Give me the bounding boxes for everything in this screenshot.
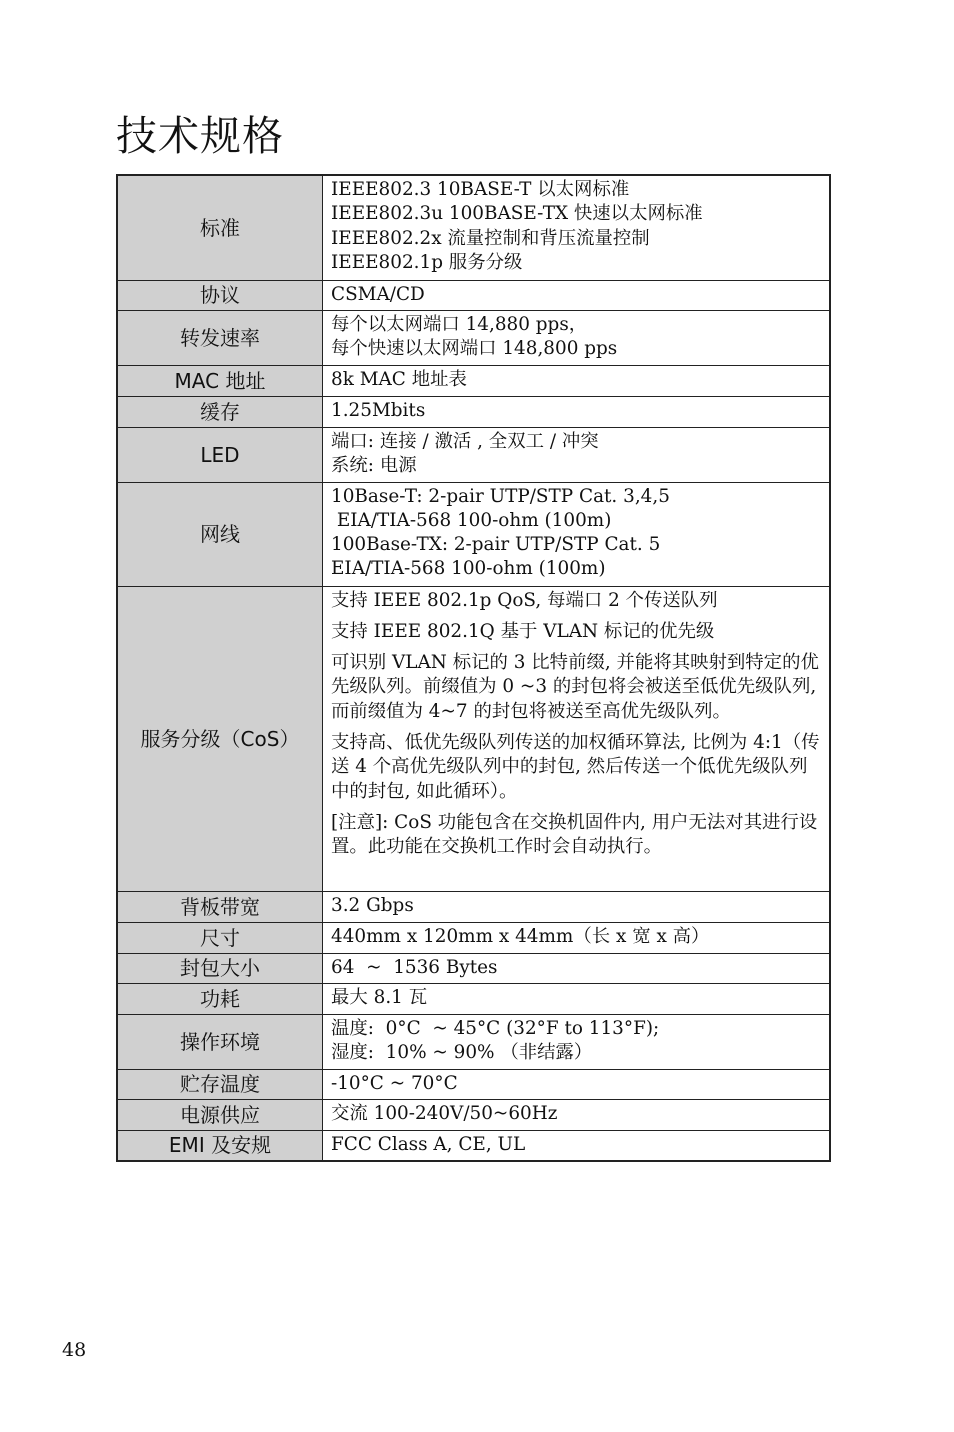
spec-row-power-consumption — [117, 983, 830, 1014]
spec-label: MAC 地址 — [117, 365, 323, 396]
spec-value-line: 10Base-T: 2-pair UTP/STP Cat. 3,4,5 — [331, 485, 670, 507]
spec-label: 封包大小 — [117, 953, 323, 983]
spec-value — [323, 586, 831, 891]
spec-value — [323, 953, 831, 983]
spec-row-buffer — [117, 396, 830, 427]
spec-value-line: 1.25Mbits — [331, 399, 426, 421]
spec-value — [323, 1130, 831, 1161]
spec-value-line: 440mm x 120mm x 44mm（长 x 宽 x 高） — [331, 925, 710, 947]
spec-value — [323, 1069, 831, 1099]
spec-value-line: 100Base-TX: 2-pair UTP/STP Cat. 5 — [331, 534, 661, 556]
spec-value-line: 系统: 电源 — [331, 454, 417, 476]
spec-value — [323, 482, 831, 586]
spec-value — [323, 310, 831, 365]
spec-value-line: FCC Class A, CE, UL — [331, 1133, 526, 1155]
spec-row-cos — [117, 586, 830, 891]
spec-value — [323, 427, 831, 482]
spec-value-line: 温度: 0°C ~ 45°C (32°F to 113°F); — [331, 1017, 660, 1039]
spec-row-operating-environment — [117, 1014, 830, 1069]
spec-label: LED — [117, 427, 323, 482]
spec-value-line: EIA/TIA-568 100-ohm (100m) — [331, 509, 612, 531]
spec-table — [116, 174, 831, 1162]
spec-row-backplane — [117, 891, 830, 922]
spec-value — [323, 175, 831, 280]
spec-value-paragraph: 支持 IEEE 802.1p QoS, 每端口 2 个传送队列 — [331, 589, 718, 611]
spec-value-line: IEEE802.1p 服务分级 — [331, 251, 523, 273]
spec-row-led — [117, 427, 830, 482]
spec-label: 尺寸 — [117, 922, 323, 953]
spec-value — [323, 396, 831, 427]
spec-value-paragraph: 可识别 VLAN 标记的 3 比特前缀, 并能将其映射到特定的优先级队列。前缀值为 0 ~3 的封包将会被送至低优先级队列, 而前缀值为 4~7 的封包将被送至高优先级队列。 — [331, 652, 819, 722]
spec-value — [323, 891, 831, 922]
spec-row-forwarding-rate — [117, 310, 830, 365]
spec-label: 转发速率 — [117, 310, 323, 365]
spec-value-line: 每个以太网端口 14,880 pps， — [331, 313, 588, 335]
page-title: 技术规格 — [116, 112, 284, 160]
page-number: 48 — [62, 1339, 87, 1361]
spec-row-mac-address — [117, 365, 830, 396]
spec-label: 电源供应 — [117, 1099, 323, 1130]
spec-value-line: 3.2 Gbps — [331, 894, 414, 916]
spec-label: 协议 — [117, 280, 323, 310]
spec-value-line: 湿度: 10% ~ 90% （非结露） — [331, 1041, 593, 1063]
spec-value-paragraph: 支持高、低优先级队列传送的加权循环算法, 比例为 4:1（传送 4 个高优先级队列中的封包, 然后传送一个低优先级队列中的封包, 如此循环）。 — [331, 731, 820, 802]
spec-label: 服务分级（CoS） — [117, 586, 323, 891]
spec-value — [323, 280, 831, 310]
spec-label: 功耗 — [117, 983, 323, 1014]
spec-value — [323, 1099, 831, 1130]
spec-row-emi — [117, 1130, 830, 1161]
spec-value-line: 交流 100-240V/50~60Hz — [331, 1102, 558, 1124]
spec-row-dimensions — [117, 922, 830, 953]
spec-row-packet-size — [117, 953, 830, 983]
spec-row-protocol — [117, 280, 830, 310]
spec-value-line: IEEE802.3u 100BASE-TX 快速以太网标准 — [331, 203, 703, 225]
spec-value-paragraph: 支持 IEEE 802.1Q 基于 VLAN 标记的优先级 — [331, 620, 715, 642]
spec-value-note: [注意]: CoS 功能包含在交换机固件内, 用户无法对其进行设置。此功能在交换机工作时会自动执行。 — [331, 811, 818, 858]
spec-value-line: 端口: 连接 / 激活 , 全双工 / 冲突 — [331, 430, 599, 452]
spec-value-line: 8k MAC 地址表 — [331, 368, 467, 390]
spec-value-line: 最大 8.1 瓦 — [331, 986, 428, 1008]
spec-value — [323, 922, 831, 953]
spec-label: 贮存温度 — [117, 1069, 323, 1099]
spec-row-storage-temperature — [117, 1069, 830, 1099]
spec-value-line: 64 ~ 1536 Bytes — [331, 956, 498, 978]
spec-label: 标准 — [117, 175, 323, 280]
spec-label: 缓存 — [117, 396, 323, 427]
spec-value-line: 每个快速以太网端口 148,800 pps — [331, 337, 618, 359]
spec-value-line: -10°C ~ 70°C — [331, 1072, 458, 1094]
spec-value-line: IEEE802.2x 流量控制和背压流量控制 — [331, 227, 650, 249]
spec-label: 操作环境 — [117, 1014, 323, 1069]
spec-value-line: EIA/TIA-568 100-ohm (100m) — [331, 558, 606, 580]
spec-value-line: CSMA/CD — [331, 283, 425, 305]
spec-label: 背板带宽 — [117, 891, 323, 922]
spec-row-cable — [117, 482, 830, 586]
spec-row-power-supply — [117, 1099, 830, 1130]
spec-label: 网线 — [117, 482, 323, 586]
spec-row-standard — [117, 175, 830, 280]
spec-value-line: IEEE802.3 10BASE-T 以太网标准 — [331, 179, 630, 200]
spec-value — [323, 983, 831, 1014]
spec-label: EMI 及安规 — [117, 1130, 323, 1161]
spec-value — [323, 365, 831, 396]
spec-value — [323, 1014, 831, 1069]
